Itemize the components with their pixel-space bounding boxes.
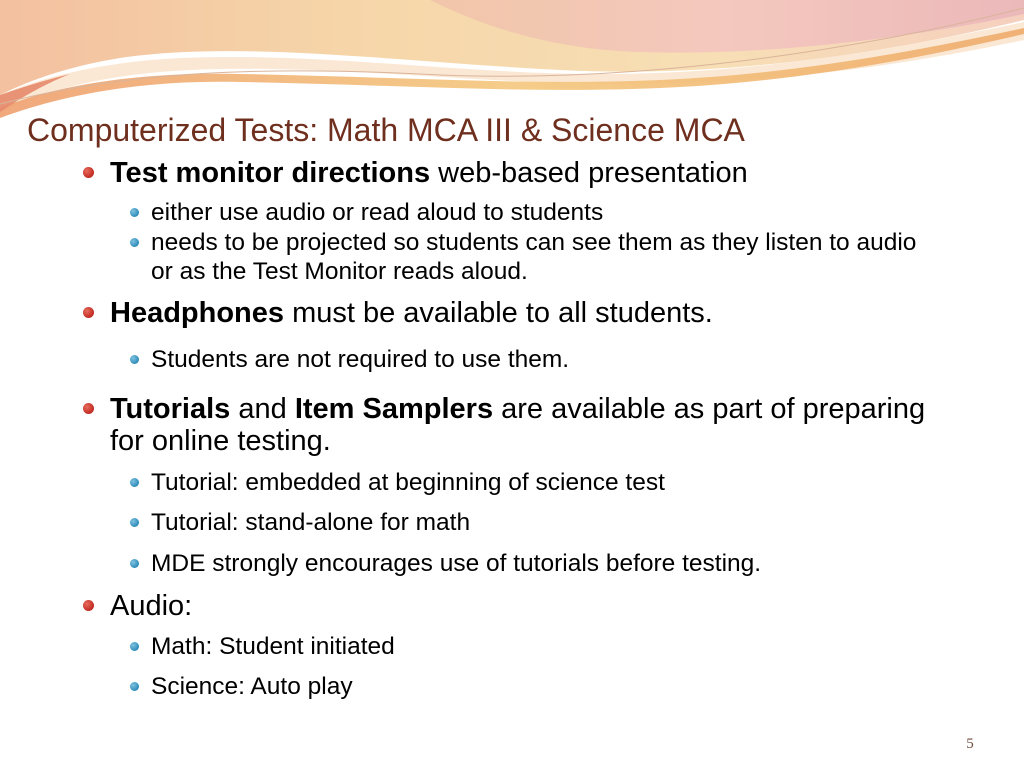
sub-bullet-item: Math: Student initiated bbox=[151, 633, 395, 660]
sub-bullet-dot-icon bbox=[130, 559, 139, 568]
bullet-text: must be available to all students. bbox=[284, 297, 713, 329]
bullet-bold-text: Headphones bbox=[110, 297, 285, 329]
bullet-text: web-based presentation bbox=[430, 157, 748, 189]
sub-bullet-dot-icon bbox=[130, 355, 139, 364]
sub-bullet-dot-icon bbox=[130, 238, 139, 247]
page-number: 5 bbox=[966, 736, 974, 752]
bullet-text: and bbox=[230, 393, 295, 425]
sub-bullet-item: Tutorial: embedded at beginning of science test bbox=[151, 469, 665, 496]
bullet-tutorials bbox=[110, 393, 940, 457]
bullet-dot-icon bbox=[83, 600, 94, 611]
bullet-dot-icon bbox=[83, 167, 94, 178]
sub-bullet-dot-icon bbox=[130, 208, 139, 217]
sub-bullet-item: Students are not required to use them. bbox=[151, 346, 570, 373]
slide-title: Computerized Tests: Math MCA III & Science MCA bbox=[27, 112, 745, 148]
bullet-headphones bbox=[110, 297, 940, 329]
bullet-dot-icon bbox=[83, 403, 94, 414]
bullet-text: are available as part of preparing for online testing. bbox=[110, 393, 926, 457]
bullet-audio: Audio: bbox=[110, 590, 193, 622]
sub-bullet-dot-icon bbox=[130, 518, 139, 527]
sub-bullet-item: either use audio or read aloud to students bbox=[151, 199, 604, 226]
bullet-dot-icon bbox=[83, 307, 94, 318]
bullet-bold-text: Tutorials bbox=[110, 393, 231, 425]
sub-bullet-item: Science: Auto play bbox=[151, 673, 353, 700]
sub-bullet-item: MDE strongly encourages use of tutorials before testing. bbox=[151, 550, 762, 577]
bullet-test-monitor-directions bbox=[110, 157, 940, 189]
sub-bullet-dot-icon bbox=[130, 478, 139, 487]
bullet-bold-text: Test monitor directions bbox=[110, 157, 431, 189]
sub-bullet-item: needs to be projected so students can see them as they listen to audio or as the Test Monitor reads aloud. bbox=[151, 229, 917, 285]
sub-bullet-dot-icon bbox=[130, 642, 139, 651]
sub-bullet-dot-icon bbox=[130, 682, 139, 691]
sub-bullet-item: Tutorial: stand-alone for math bbox=[151, 509, 471, 536]
bullet-bold-text: Item Samplers bbox=[294, 393, 494, 425]
